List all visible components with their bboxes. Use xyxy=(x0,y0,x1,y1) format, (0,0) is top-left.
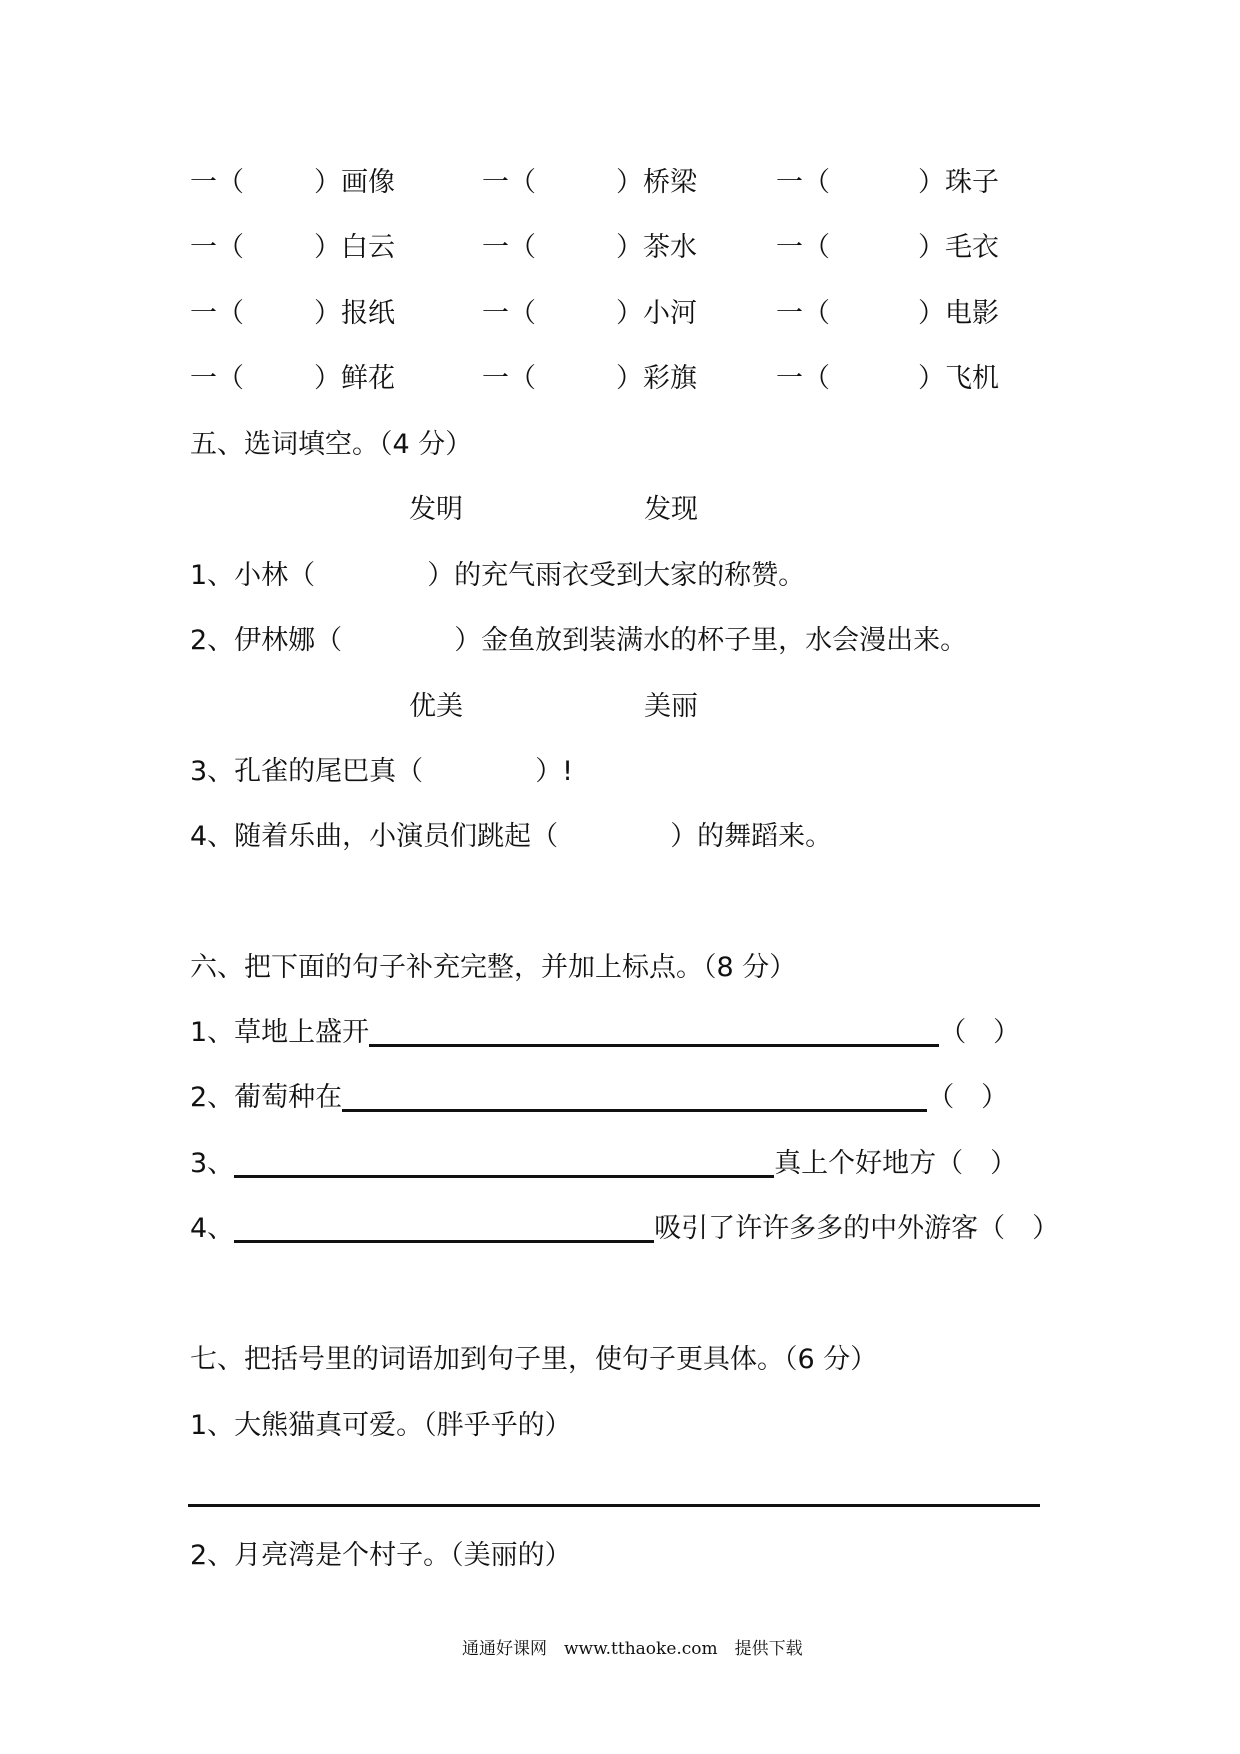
sentence-completion-item: 1、草地上盛开 （ ） xyxy=(190,1017,1021,1048)
measure-word-item: 一（ ）飞机 xyxy=(776,363,999,394)
measure-word-item: 一（ ）电影 xyxy=(776,298,999,329)
section-heading-7: 七、把括号里的词语加到句子里，使句子更具体。（6 分） xyxy=(190,1344,878,1375)
word-choice-b: 美丽 xyxy=(644,691,698,722)
measure-word-item: 一（ ）鲜花 xyxy=(190,363,395,394)
answer-underline xyxy=(234,1216,654,1243)
fill-blank-item: 1、小林（ ）的充气雨衣受到大家的称赞。 xyxy=(190,560,806,591)
measure-word-item: 一（ ）茶水 xyxy=(482,232,697,263)
footer-credit: 通通好课网 www.tthaoke.com 提供下载 xyxy=(462,1639,803,1659)
sentence-completion-item: 3、 真上个好地方（ ） xyxy=(190,1148,1018,1179)
measure-word-item: 一（ ）珠子 xyxy=(776,167,999,198)
answer-underline xyxy=(369,1020,939,1047)
word-choice-b: 发现 xyxy=(644,494,698,525)
answer-underline xyxy=(234,1151,774,1178)
fill-blank-item: 3、孔雀的尾巴真（ ）! xyxy=(190,756,574,787)
fill-blank-item: 2、伊林娜（ ）金鱼放到装满水的杯子里，水会漫出来。 xyxy=(190,625,968,656)
answer-underline xyxy=(342,1085,927,1112)
word-choice-a: 发明 xyxy=(409,494,463,525)
rewrite-item: 1、大熊猫真可爱。（胖乎乎的） xyxy=(190,1410,572,1441)
measure-word-item: 一（ ）桥梁 xyxy=(482,167,697,198)
sentence-completion-item: 4、 吸引了许许多多的中外游客（ ） xyxy=(190,1213,1060,1244)
measure-word-item: 一（ ）小河 xyxy=(482,298,697,329)
measure-word-item: 一（ ）白云 xyxy=(190,232,395,263)
measure-word-item: 一（ ）画像 xyxy=(190,167,395,198)
rewrite-item: 2、月亮湾是个村子。（美丽的） xyxy=(190,1540,572,1571)
section-heading-5: 五、选词填空。（4 分） xyxy=(190,429,473,460)
fill-blank-item: 4、随着乐曲，小演员们跳起（ ）的舞蹈来。 xyxy=(190,821,833,852)
measure-word-item: 一（ ）报纸 xyxy=(190,298,395,329)
section-heading-6: 六、把下面的句子补充完整，并加上标点。（8 分） xyxy=(190,952,797,983)
answer-line xyxy=(188,1504,1040,1507)
measure-word-item: 一（ ）毛衣 xyxy=(776,232,999,263)
measure-word-item: 一（ ）彩旗 xyxy=(482,363,697,394)
word-choice-a: 优美 xyxy=(409,691,463,722)
sentence-completion-item: 2、葡萄种在 （ ） xyxy=(190,1082,1009,1113)
